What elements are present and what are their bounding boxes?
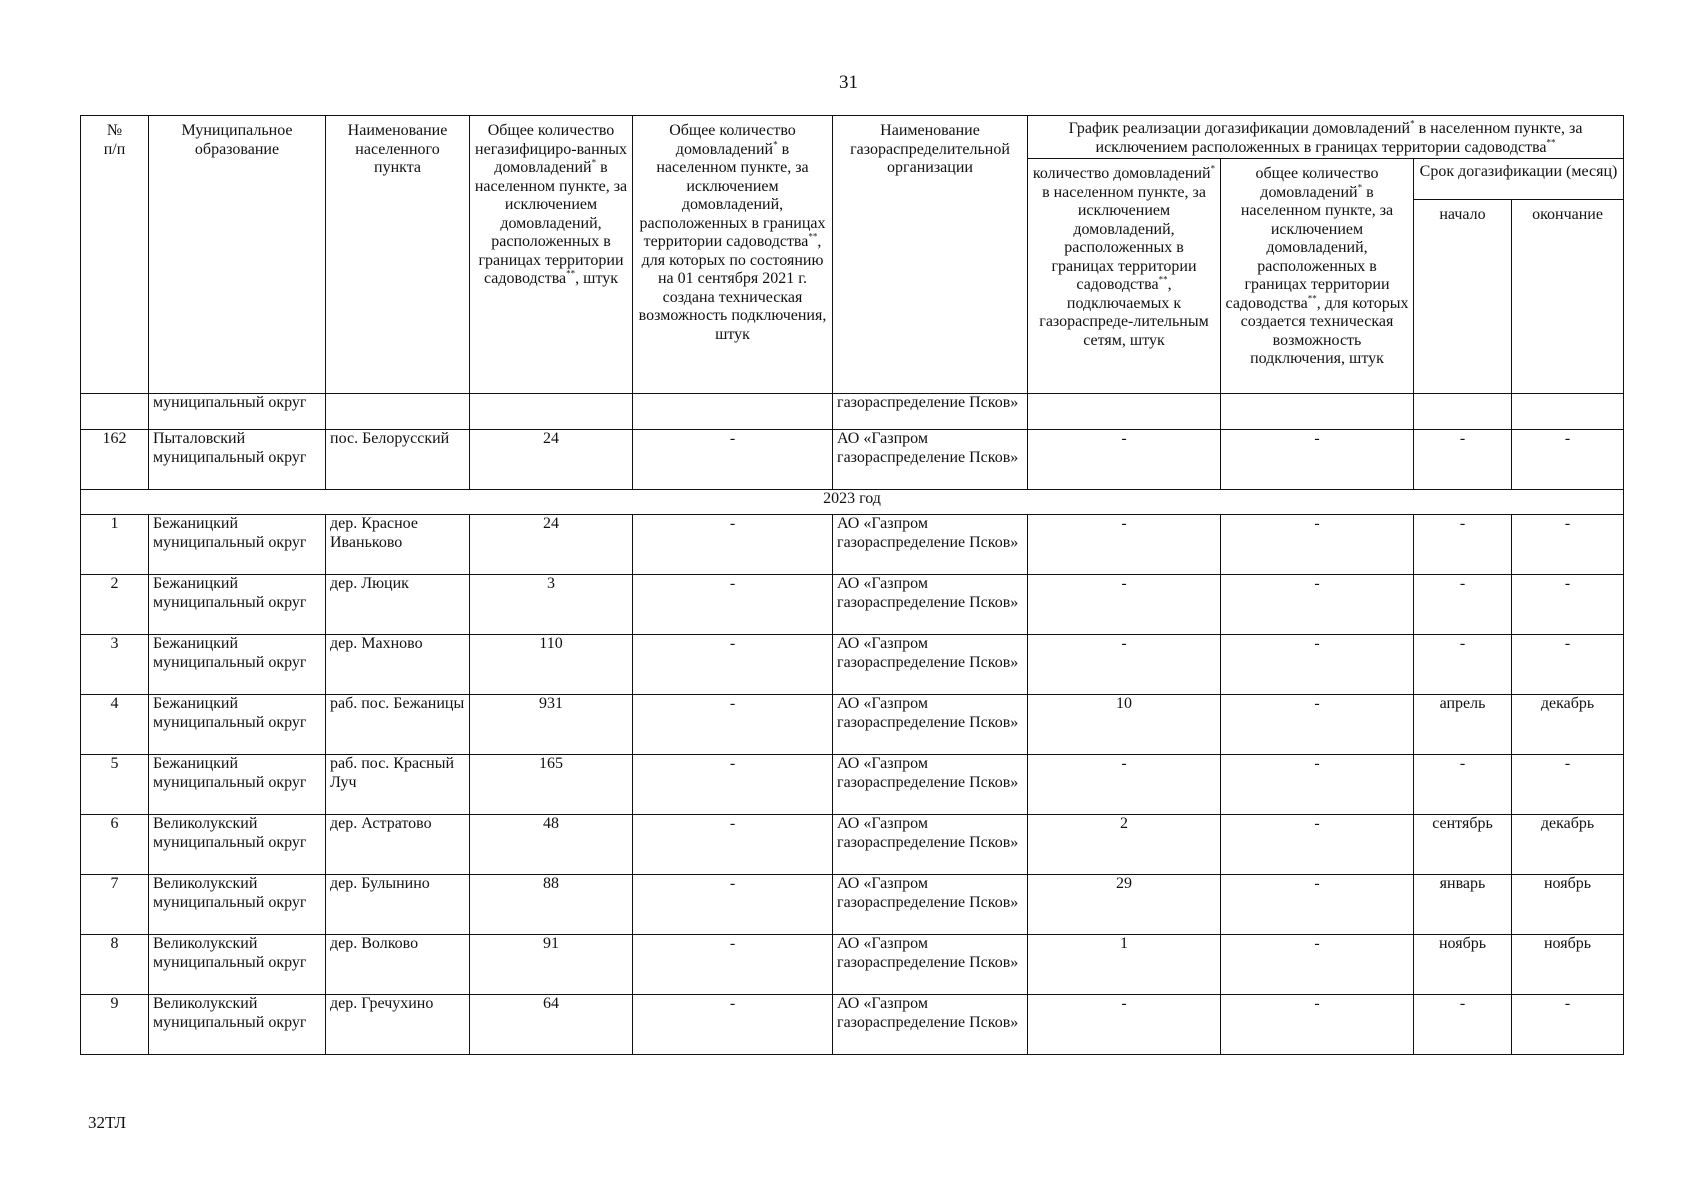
cell-num: 5 bbox=[81, 755, 149, 815]
table-row bbox=[81, 635, 1624, 695]
cell-gas-org: АО «Газпром газораспределение Псков» bbox=[833, 515, 1028, 575]
cell-gas-org: АО «Газпром газораспределение Псков» bbox=[833, 935, 1028, 995]
table-row bbox=[81, 575, 1624, 635]
cell-count-connected: 10 bbox=[1028, 695, 1221, 755]
footnote-mark: * bbox=[773, 139, 778, 150]
cell-municipality: Бежаницкий муниципальный округ bbox=[149, 515, 326, 575]
table-row bbox=[81, 755, 1624, 815]
cell-total-creating: - bbox=[1221, 635, 1414, 695]
cell-total-tech-possible: - bbox=[633, 695, 833, 755]
cell-count-connected: - bbox=[1028, 575, 1221, 635]
header-text: количество домовладений bbox=[1032, 165, 1211, 182]
cell-start: - bbox=[1414, 755, 1512, 815]
cell-num: 6 bbox=[81, 815, 149, 875]
cell-total-tech-possible: - bbox=[633, 935, 833, 995]
header-settlement: Наименование населенного пункта bbox=[326, 116, 470, 394]
cell-end: - bbox=[1512, 515, 1624, 575]
cell-gas-org: АО «Газпром газораспределение Псков» bbox=[833, 875, 1028, 935]
cell-total-nongasified: 91 bbox=[470, 935, 633, 995]
cell-municipality: Бежаницкий муниципальный округ bbox=[149, 575, 326, 635]
cell-num: 1 bbox=[81, 515, 149, 575]
cell-total-tech-possible: - bbox=[633, 755, 833, 815]
cell-municipality: Великолукский муниципальный округ bbox=[149, 815, 326, 875]
cell-count-connected: 29 bbox=[1028, 875, 1221, 935]
cell-count-connected: - bbox=[1028, 755, 1221, 815]
cell-start: апрель bbox=[1414, 695, 1512, 755]
header-text: График реализации догазификации домовладений bbox=[1068, 120, 1411, 137]
cell-total-nongasified: 931 bbox=[470, 695, 633, 755]
header-municipality: Муниципальное образование bbox=[149, 116, 326, 394]
header-text: Общее количество домовладений bbox=[669, 122, 796, 158]
cell-count-connected: 1 bbox=[1028, 935, 1221, 995]
cell-total-nongasified: 165 bbox=[470, 755, 633, 815]
header-end: окончание bbox=[1512, 200, 1624, 394]
footnote-mark: * bbox=[1357, 182, 1363, 193]
cell-gas-org: АО «Газпром газораспределение Псков» bbox=[833, 575, 1028, 635]
cell-num: 7 bbox=[81, 875, 149, 935]
header-text: в населенном пункте, за исключением домовладений, расположенных в границах территории садоводства bbox=[1042, 183, 1206, 293]
cell-total-creating: - bbox=[1221, 515, 1414, 575]
cell-gas-org: АО «Газпром газораспределение Псков» bbox=[833, 695, 1028, 755]
cell-total-nongasified: 24 bbox=[470, 430, 633, 490]
cell-end: - bbox=[1512, 755, 1624, 815]
table-row bbox=[81, 695, 1624, 755]
cell-num: 162 bbox=[81, 430, 149, 490]
header-term: Срок догазификации (месяц) bbox=[1414, 159, 1624, 200]
cell-total-creating: - bbox=[1221, 575, 1414, 635]
cell-settlement: дер. Махново bbox=[326, 635, 470, 695]
header-num: № п/п bbox=[81, 116, 149, 394]
cell-start: - bbox=[1414, 430, 1512, 490]
header-text: в населенном пункте, за исключением домовладений, расположенных в границах территории садоводства bbox=[1225, 183, 1394, 312]
cell-settlement: раб. пос. Бежаницы bbox=[326, 695, 470, 755]
cell-settlement: дер. Булынино bbox=[326, 875, 470, 935]
cell-total-tech-possible: - bbox=[633, 430, 833, 490]
cell-start bbox=[1414, 394, 1512, 430]
header-text: , подключаемых к газораспреде-лительным сетям, штук bbox=[1039, 276, 1209, 349]
cell-total-creating: - bbox=[1221, 995, 1414, 1055]
footnote-mark: ** bbox=[1546, 137, 1556, 148]
cell-settlement: дер. Волково bbox=[326, 935, 470, 995]
header-total-tech-possible bbox=[633, 116, 833, 394]
cell-start: январь bbox=[1414, 875, 1512, 935]
cell-start: - bbox=[1414, 515, 1512, 575]
gasification-table bbox=[80, 115, 1624, 1055]
cell-gas-org: газораспределение Псков» bbox=[833, 394, 1028, 430]
cell-total-nongasified: 88 bbox=[470, 875, 633, 935]
cell-start: - bbox=[1414, 575, 1512, 635]
header-text: , штук bbox=[575, 270, 619, 287]
cell-count-connected bbox=[1028, 394, 1221, 430]
cell-total-nongasified: 3 bbox=[470, 575, 633, 635]
cell-total-tech-possible: - bbox=[633, 875, 833, 935]
table-row bbox=[81, 430, 1624, 490]
cell-total-creating: - bbox=[1221, 695, 1414, 755]
cell-total-nongasified: 64 bbox=[470, 995, 633, 1055]
cell-total-creating: - bbox=[1221, 430, 1414, 490]
footnote-mark: * bbox=[1210, 163, 1216, 174]
header-text: в населенном пункте, за исключением домовладений, расположенных в границах территории садоводства bbox=[639, 140, 826, 250]
cell-total-nongasified bbox=[470, 394, 633, 430]
cell-gas-org: АО «Газпром газораспределение Псков» bbox=[833, 995, 1028, 1055]
header-total-nongasified bbox=[470, 116, 633, 394]
year-row bbox=[81, 490, 1624, 515]
header-count-connected bbox=[1028, 159, 1221, 394]
cell-settlement: дер. Красное Иваньково bbox=[326, 515, 470, 575]
footnote-mark: * bbox=[1410, 118, 1415, 129]
table-row bbox=[81, 815, 1624, 875]
cell-total-creating: - bbox=[1221, 935, 1414, 995]
cell-total-tech-possible: - bbox=[633, 575, 833, 635]
cell-total-nongasified: 24 bbox=[470, 515, 633, 575]
cell-settlement: пос. Белорусский bbox=[326, 430, 470, 490]
cell-settlement: раб. пос. Красный Луч bbox=[326, 755, 470, 815]
table-row bbox=[81, 515, 1624, 575]
header-text: Общее количество негазифициро-ванных домовладений bbox=[475, 122, 627, 176]
year-label: 2023 год bbox=[81, 490, 1624, 515]
cell-end: - bbox=[1512, 430, 1624, 490]
cell-start: - bbox=[1414, 635, 1512, 695]
cell-num: 2 bbox=[81, 575, 149, 635]
header-gas-org: Наименование газораспределительной организации bbox=[833, 116, 1028, 394]
cell-num: 9 bbox=[81, 995, 149, 1055]
cell-total-nongasified: 48 bbox=[470, 815, 633, 875]
cell-end: декабрь bbox=[1512, 815, 1624, 875]
page-number: 31 bbox=[839, 72, 858, 93]
cell-municipality: Пыталовский муниципальный округ bbox=[149, 430, 326, 490]
cell-gas-org: АО «Газпром газораспределение Псков» bbox=[833, 430, 1028, 490]
header-text: общее количество домовладений bbox=[1255, 165, 1379, 201]
cell-start: - bbox=[1414, 995, 1512, 1055]
cell-total-creating bbox=[1221, 394, 1414, 430]
cell-gas-org: АО «Газпром газораспределение Псков» bbox=[833, 755, 1028, 815]
header-total-creating bbox=[1221, 159, 1414, 394]
cell-municipality: Бежаницкий муниципальный округ bbox=[149, 755, 326, 815]
cell-total-tech-possible: - bbox=[633, 995, 833, 1055]
cell-count-connected: - bbox=[1028, 515, 1221, 575]
cell-end: - bbox=[1512, 635, 1624, 695]
table-row bbox=[81, 995, 1624, 1055]
footnote-mark: ** bbox=[566, 268, 576, 279]
header-start: начало bbox=[1414, 200, 1512, 394]
cell-end: декабрь bbox=[1512, 695, 1624, 755]
cell-settlement: дер. Гречухино bbox=[326, 995, 470, 1055]
cell-gas-org: АО «Газпром газораспределение Псков» bbox=[833, 815, 1028, 875]
footnote-mark: * bbox=[591, 157, 597, 168]
cell-gas-org: АО «Газпром газораспределение Псков» bbox=[833, 635, 1028, 695]
cell-total-tech-possible bbox=[633, 394, 833, 430]
cell-end: ноябрь bbox=[1512, 935, 1624, 995]
cell-municipality: Великолукский муниципальный округ bbox=[149, 995, 326, 1055]
cell-end: - bbox=[1512, 995, 1624, 1055]
cell-total-creating: - bbox=[1221, 755, 1414, 815]
header-text: в населенном пункте, за исключением домовладений, расположенных в границах территории садоводства bbox=[474, 159, 628, 287]
cell-end: ноябрь bbox=[1512, 875, 1624, 935]
header-text: в населенном пункте, за исключением расположенных в границах территории садоводства bbox=[1095, 120, 1583, 156]
footnote-mark: ** bbox=[808, 231, 818, 242]
cell-total-tech-possible: - bbox=[633, 635, 833, 695]
table-row bbox=[81, 875, 1624, 935]
cell-municipality: Бежаницкий муниципальный округ bbox=[149, 635, 326, 695]
cell-end: - bbox=[1512, 575, 1624, 635]
cell-start: сентябрь bbox=[1414, 815, 1512, 875]
cell-count-connected: 2 bbox=[1028, 815, 1221, 875]
cell-settlement: дер. Астратово bbox=[326, 815, 470, 875]
cell-settlement bbox=[326, 394, 470, 430]
cell-total-creating: - bbox=[1221, 815, 1414, 875]
cell-municipality: Великолукский муниципальный округ bbox=[149, 875, 326, 935]
cell-count-connected: - bbox=[1028, 430, 1221, 490]
cell-start: ноябрь bbox=[1414, 935, 1512, 995]
table-row bbox=[81, 935, 1624, 995]
header-text: , для которых создается техническая возможность подключения, штук bbox=[1240, 294, 1409, 367]
footnote-mark: ** bbox=[1158, 274, 1168, 285]
cell-num: 3 bbox=[81, 635, 149, 695]
document-code: 32ТЛ bbox=[88, 1113, 127, 1132]
cell-end bbox=[1512, 394, 1624, 430]
cell-municipality: Бежаницкий муниципальный округ bbox=[149, 695, 326, 755]
cell-num: 8 bbox=[81, 935, 149, 995]
cell-total-tech-possible: - bbox=[633, 515, 833, 575]
cell-settlement: дер. Люцик bbox=[326, 575, 470, 635]
cell-num: 4 bbox=[81, 695, 149, 755]
cell-total-nongasified: 110 bbox=[470, 635, 633, 695]
cell-municipality: Великолукский муниципальный округ bbox=[149, 935, 326, 995]
cell-municipality: муниципальный округ bbox=[149, 394, 326, 430]
cell-total-tech-possible: - bbox=[633, 815, 833, 875]
header-text: , для которых по состоянию на 01 сентября 2021 г. создана техническая возможность подключения, штук bbox=[638, 233, 827, 343]
cell-count-connected: - bbox=[1028, 995, 1221, 1055]
cell-total-creating: - bbox=[1221, 875, 1414, 935]
table-row bbox=[81, 394, 1624, 430]
cell-num bbox=[81, 394, 149, 430]
footnote-mark: ** bbox=[1307, 293, 1317, 304]
header-schedule bbox=[1028, 116, 1624, 159]
cell-count-connected: - bbox=[1028, 635, 1221, 695]
